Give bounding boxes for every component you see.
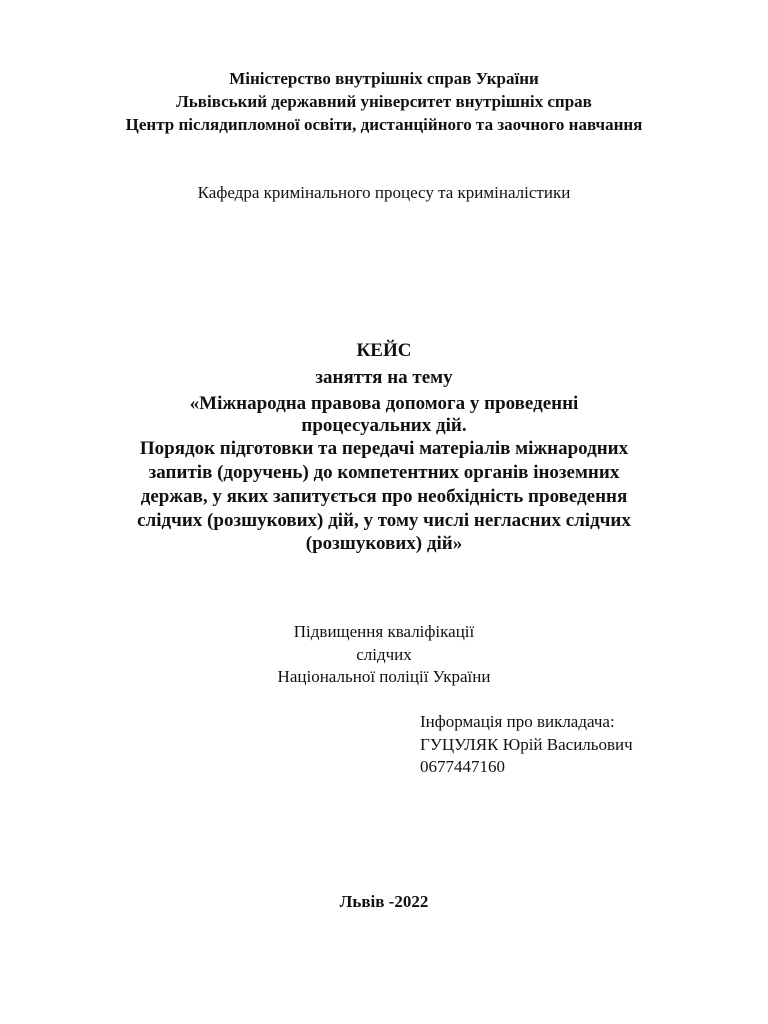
topic-line-5: держав, у яких запитується про необхідність проведення bbox=[140, 486, 628, 507]
topic-line-2: процесуальних дій. bbox=[301, 415, 467, 436]
audience-line-1: Підвищення кваліфікації bbox=[293, 622, 475, 641]
university-name: Львівський державний університет внутрішніх справ bbox=[176, 92, 592, 111]
document-subheading: заняття на тему bbox=[315, 367, 453, 388]
ministry-name: Міністерство внутрішніх справ України bbox=[229, 69, 539, 88]
document-heading: КЕЙС bbox=[356, 340, 412, 361]
lecturer-phone: 0677447160 bbox=[420, 757, 505, 776]
topic-line-4: запитів (доручень) до компетентних органів іноземних bbox=[148, 462, 620, 483]
lecturer-name: ГУЦУЛЯК Юрій Васильович bbox=[420, 735, 633, 754]
topic-line-1: «Міжнародна правова допомога у проведенні bbox=[189, 393, 579, 414]
center-name: Центр післядипломної освіти, дистанційного та заочного навчання bbox=[125, 115, 643, 134]
topic-line-3: Порядок підготовки та передачі матеріалів міжнародних bbox=[139, 438, 629, 459]
audience-line-2: слідчих bbox=[356, 645, 412, 664]
lecturer-label: Інформація про викладача: bbox=[420, 712, 615, 731]
place-year: Львів -2022 bbox=[339, 892, 429, 911]
audience-line-3: Національної поліції України bbox=[277, 667, 491, 686]
topic-line-7: (розшукових) дій» bbox=[305, 533, 463, 554]
topic-line-6: слідчих (розшукових) дій, у тому числі негласних слідчих bbox=[137, 510, 631, 531]
department-name: Кафедра кримінального процесу та криміналістики bbox=[197, 183, 571, 202]
